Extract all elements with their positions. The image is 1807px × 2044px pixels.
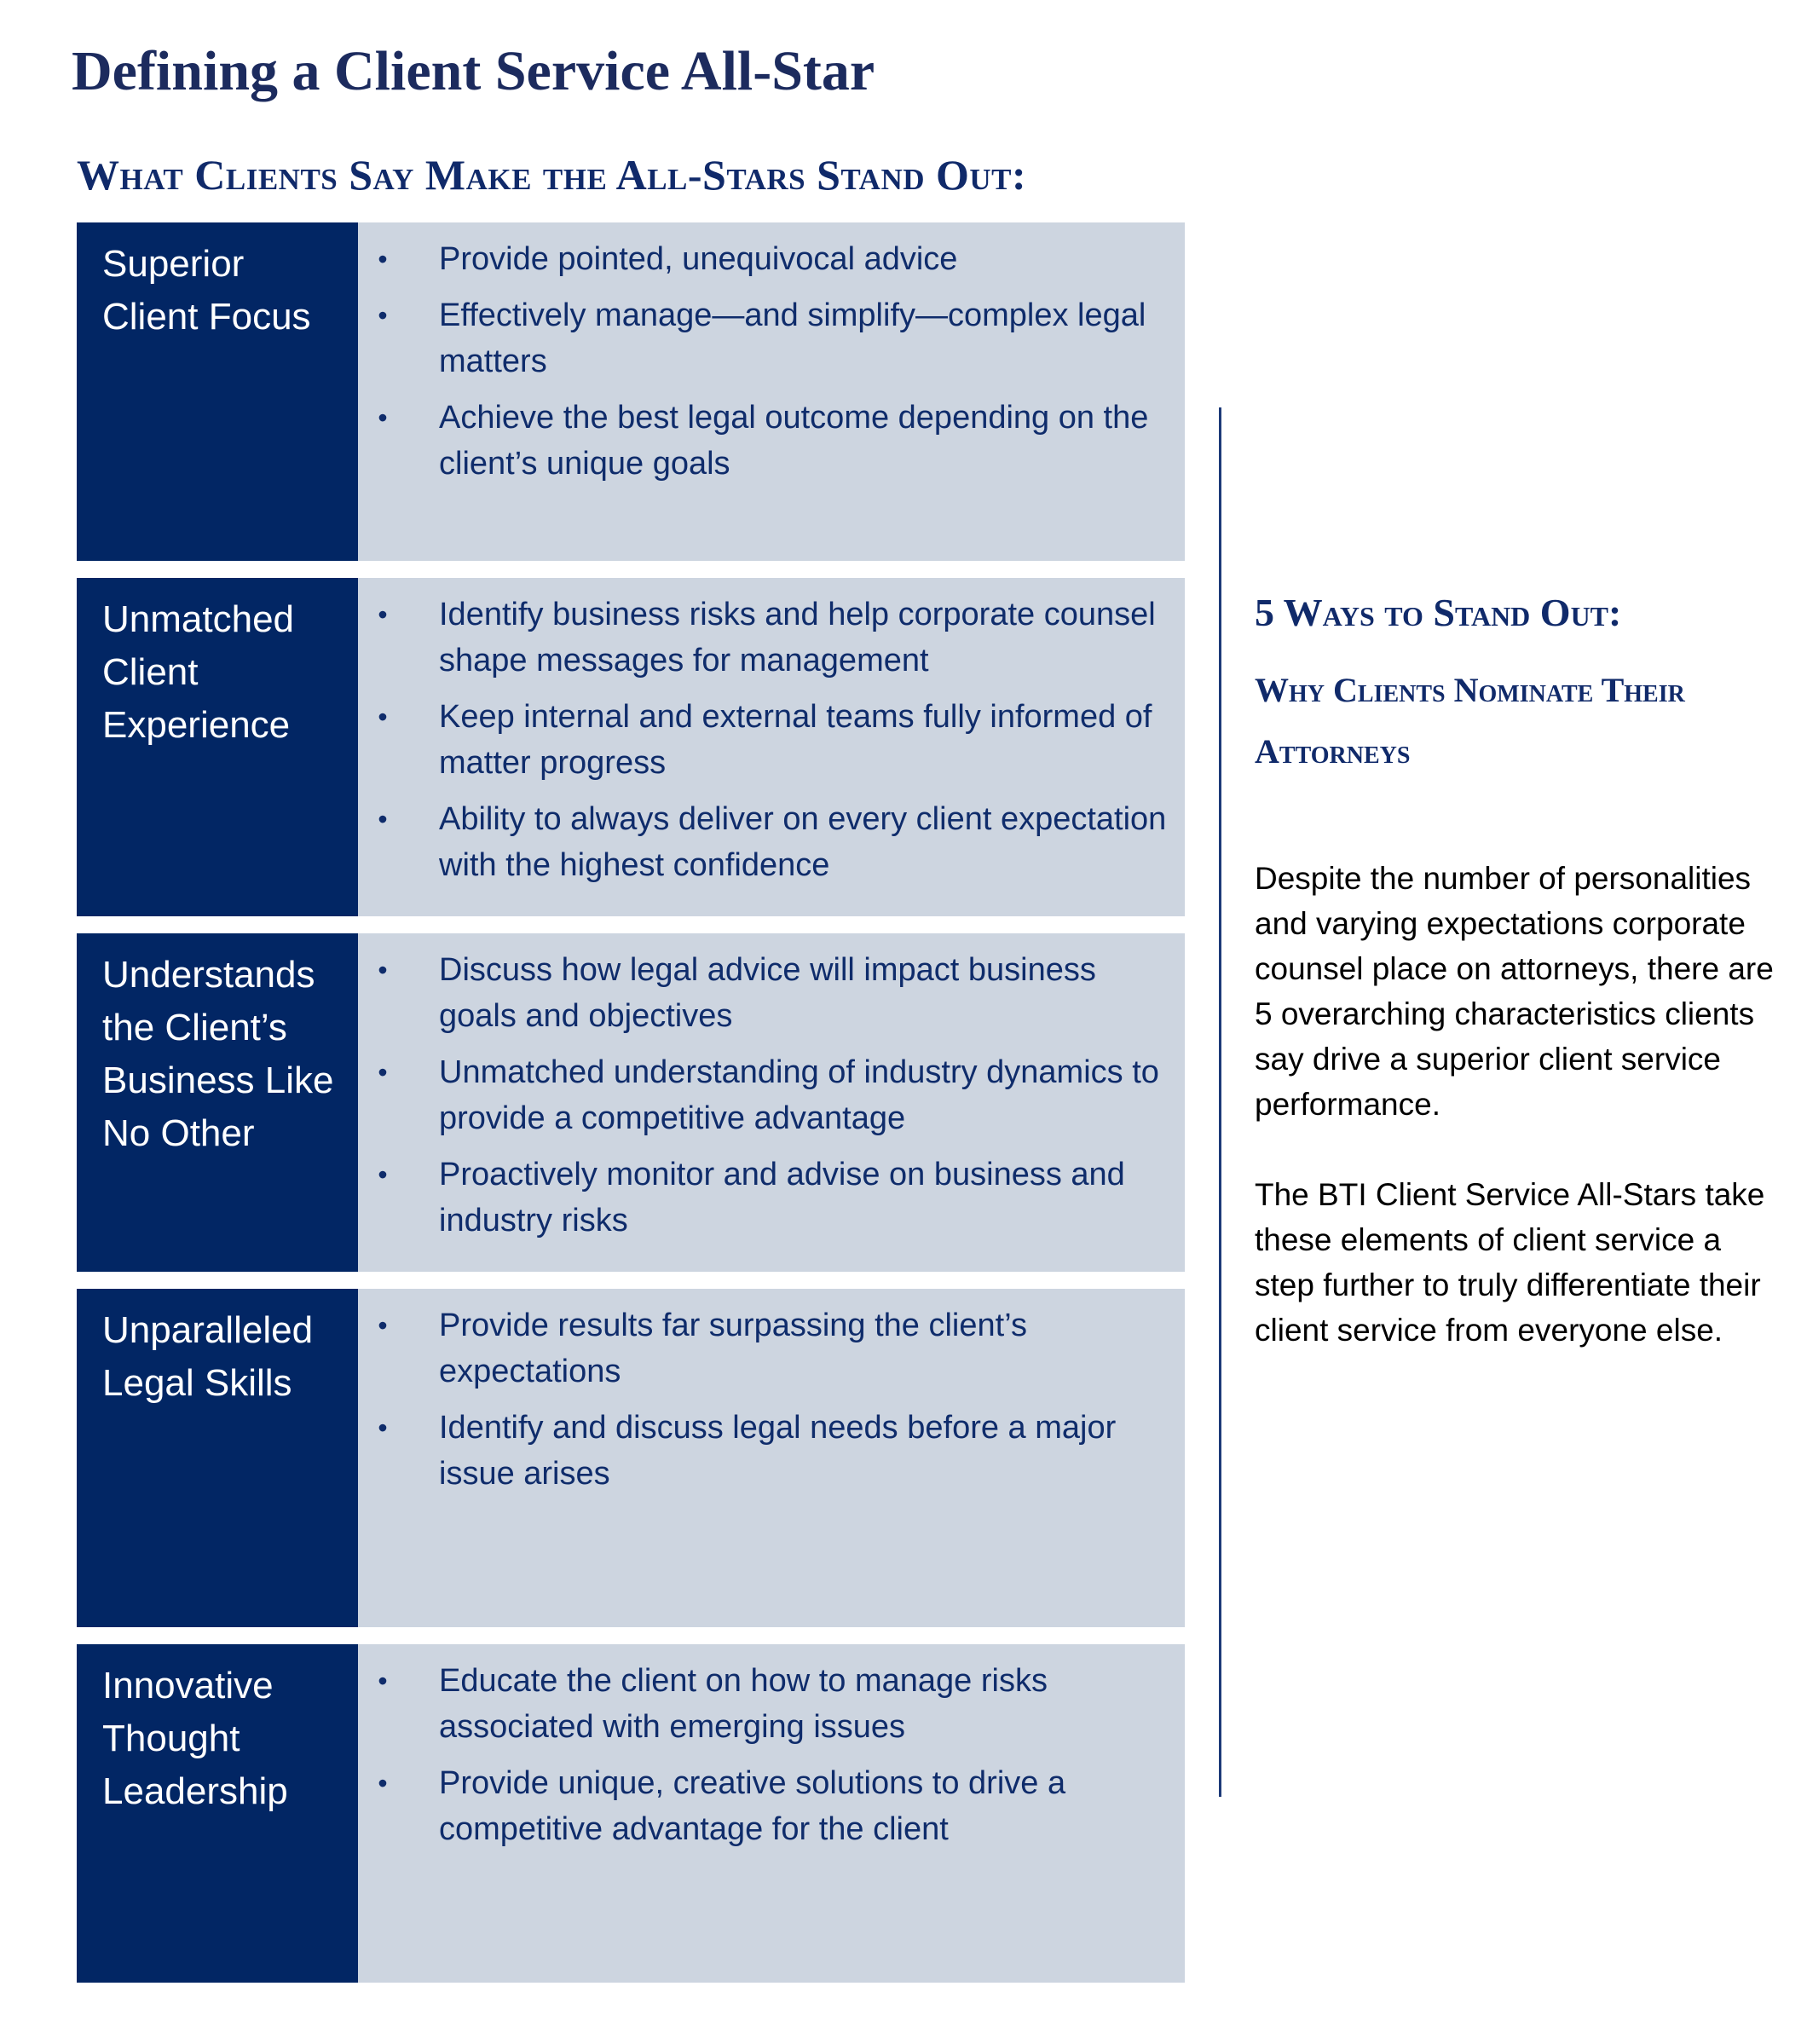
bullet-icon: • bbox=[378, 1159, 388, 1190]
row-content bbox=[358, 222, 1185, 561]
characteristics-table bbox=[77, 222, 1185, 2000]
row-content bbox=[358, 578, 1185, 916]
list-item-text: Provide unique, creative solutions to drive a competitive advantage for the client bbox=[439, 1765, 1066, 1847]
table-row bbox=[77, 1289, 1185, 1627]
bullet-icon: • bbox=[378, 1310, 388, 1341]
list-item bbox=[358, 1658, 1168, 1750]
bullet-icon: • bbox=[378, 1768, 388, 1799]
table-row bbox=[77, 222, 1185, 561]
table-row bbox=[77, 933, 1185, 1272]
list-item bbox=[358, 292, 1168, 384]
table-row bbox=[77, 578, 1185, 916]
row-label: Innovative Thought Leadership bbox=[77, 1644, 358, 1983]
bullet-list bbox=[358, 1302, 1168, 1497]
list-item-text: Provide results far surpassing the client’s expectations bbox=[439, 1308, 1027, 1389]
page-title: Defining a Client Service All-Star bbox=[72, 40, 875, 102]
list-item-text: Discuss how legal advice will impact business goals and objectives bbox=[439, 952, 1096, 1034]
list-item bbox=[358, 236, 1168, 282]
row-label: Understands the Client’s Business Like No Other bbox=[77, 933, 358, 1272]
table-row bbox=[77, 1644, 1185, 1983]
list-item bbox=[358, 796, 1168, 888]
sidebar bbox=[1255, 583, 1783, 1353]
bullet-icon: • bbox=[378, 300, 388, 331]
list-item-text: Keep internal and external teams fully informed of matter progress bbox=[439, 699, 1152, 781]
list-item bbox=[358, 1760, 1168, 1852]
sidebar-paragraph-1: Despite the number of personalities and varying expectations corporate counsel place on attorneys, there are 5 overarching characteristics clients say drive a superior client service performance. bbox=[1255, 861, 1774, 1122]
bullet-icon: • bbox=[378, 402, 388, 433]
list-item-text: Provide pointed, unequivocal advice bbox=[439, 241, 958, 277]
section-subtitle: What Clients Say Make the All-Stars Stand Out: bbox=[77, 151, 1027, 199]
row-label: Unparalleled Legal Skills bbox=[77, 1289, 358, 1627]
sidebar-paragraph-2: The BTI Client Service All-Stars take these elements of client service a step further to truly differentiate their client service from everyone else. bbox=[1255, 1177, 1765, 1348]
list-item bbox=[358, 1302, 1168, 1394]
list-item bbox=[358, 395, 1168, 487]
row-label: Superior Client Focus bbox=[77, 222, 358, 561]
row-content bbox=[358, 933, 1185, 1272]
list-item-text: Achieve the best legal outcome depending on the client’s unique goals bbox=[439, 400, 1149, 482]
row-content bbox=[358, 1289, 1185, 1627]
bullet-icon: • bbox=[378, 702, 388, 732]
bullet-icon: • bbox=[378, 1666, 388, 1696]
bullet-list bbox=[358, 947, 1168, 1244]
bullet-icon: • bbox=[378, 244, 388, 274]
list-item-text: Ability to always deliver on every client expectation with the highest confidence bbox=[439, 801, 1167, 883]
list-item bbox=[358, 1152, 1168, 1244]
list-item bbox=[358, 694, 1168, 786]
list-item bbox=[358, 947, 1168, 1039]
bullet-icon: • bbox=[378, 1057, 388, 1088]
list-item bbox=[358, 1405, 1168, 1497]
list-item bbox=[358, 592, 1168, 684]
bullet-icon: • bbox=[378, 599, 388, 630]
bullet-icon: • bbox=[378, 1412, 388, 1443]
bullet-list bbox=[358, 592, 1168, 888]
bullet-icon: • bbox=[378, 804, 388, 834]
row-content bbox=[358, 1644, 1185, 1983]
list-item-text: Identify and discuss legal needs before a major issue arises bbox=[439, 1410, 1117, 1492]
list-item-text: Effectively manage—and simplify—complex legal matters bbox=[439, 297, 1146, 379]
list-item-text: Proactively monitor and advise on business and industry risks bbox=[439, 1157, 1125, 1239]
bullet-list bbox=[358, 1658, 1168, 1852]
bullet-icon: • bbox=[378, 955, 388, 985]
bullet-list bbox=[358, 236, 1168, 487]
row-label: Unmatched Client Experience bbox=[77, 578, 358, 916]
list-item-text: Identify business risks and help corporate counsel shape messages for management bbox=[439, 597, 1156, 678]
sidebar-heading: 5 Ways to Stand Out: bbox=[1255, 591, 1622, 634]
vertical-divider bbox=[1219, 407, 1221, 1797]
list-item bbox=[358, 1049, 1168, 1141]
sidebar-subheading: Why Clients Nominate Their Attorneys bbox=[1255, 671, 1685, 771]
list-item-text: Educate the client on how to manage risks associated with emerging issues bbox=[439, 1663, 1048, 1745]
list-item-text: Unmatched understanding of industry dynamics to provide a competitive advantage bbox=[439, 1054, 1159, 1136]
